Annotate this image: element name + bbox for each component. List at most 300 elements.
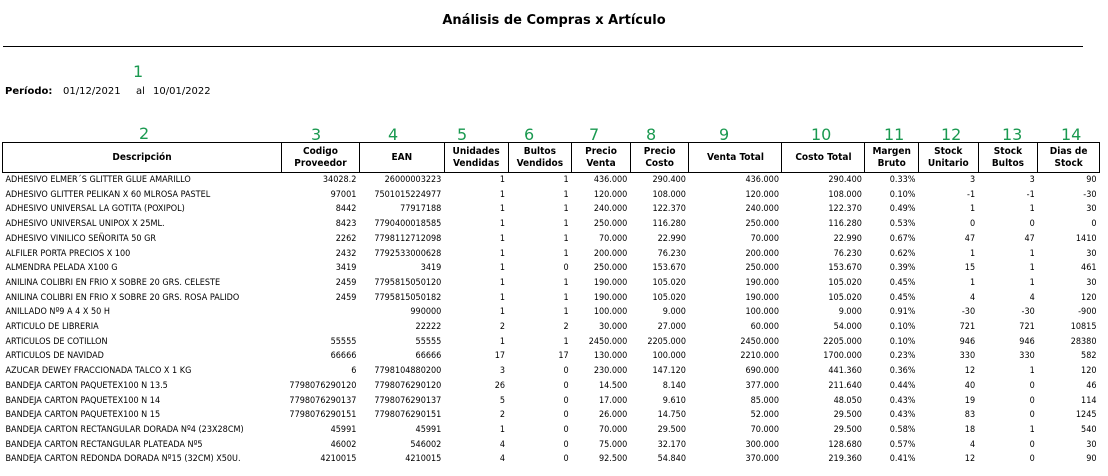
cell-codigo-proveedor: 34028.2 <box>322 175 357 185</box>
cell-stock-bultos: 4 <box>1029 292 1035 303</box>
cell-codigo-proveedor: 46002 <box>330 439 357 450</box>
col-header-precio-venta: Precio Venta <box>572 143 631 173</box>
table-row <box>3 423 1100 438</box>
cell-costo-total: 441.360 <box>828 366 862 377</box>
col-header-margen-bruto: Margen Bruto <box>865 143 919 173</box>
cell-venta-total: 436.000 <box>745 175 779 185</box>
cell-margen-bruto: 0.44% <box>889 380 916 391</box>
cell-unidades-vendidas: 2 <box>499 322 505 333</box>
cell-venta-total: 2450.000 <box>740 336 779 347</box>
cell-ean: 7795815050182 <box>374 292 442 303</box>
cell-dias-de-stock: 461 <box>1081 263 1097 274</box>
cell-precio-venta: 250.000 <box>593 263 628 274</box>
cell-precio-venta: 200.000 <box>593 248 628 259</box>
cell-costo-total: 290.400 <box>828 175 862 185</box>
cell-stock-unitario: 1 <box>969 277 976 288</box>
cell-bultos-vendidos: 1 <box>563 292 569 303</box>
period-from: 01/12/2021 <box>63 86 121 97</box>
cell-precio-venta: 26.000 <box>599 410 628 421</box>
cell-ean: 45991 <box>415 424 442 435</box>
cell-precio-costo: 153.670 <box>652 263 686 274</box>
cell-costo-total: 105.020 <box>828 277 862 288</box>
col-header-costo-total: Costo Total <box>782 143 865 173</box>
marker-10: 10 <box>811 125 832 144</box>
cell-ean: 7795815050120 <box>374 277 442 288</box>
cell-ean: 77917188 <box>400 204 442 215</box>
cell-precio-costo: 22.990 <box>657 233 686 244</box>
cell-codigo-proveedor: 7798076290151 <box>289 410 357 421</box>
period-label: Período: <box>5 86 53 97</box>
cell-precio-costo: 14.750 <box>657 410 686 421</box>
cell-stock-bultos: 330 <box>1019 351 1035 362</box>
cell-ean: 990000 <box>410 307 442 318</box>
cell-dias-de-stock: -30 <box>1083 189 1097 200</box>
cell-margen-bruto: 0.62% <box>889 248 916 259</box>
cell-stock-bultos: 1 <box>1029 366 1035 377</box>
cell-venta-total: 690.000 <box>745 366 779 377</box>
marker-12: 12 <box>941 125 962 144</box>
cell-precio-venta: 130.000 <box>593 351 628 362</box>
table-row <box>3 291 1100 306</box>
table-row <box>3 305 1100 320</box>
cell-descripcion: BANDEJA CARTON REDONDA DORADA Nº15 (32CM) X50U. <box>5 454 241 465</box>
cell-margen-bruto: 0.43% <box>889 395 916 406</box>
cell-ean: 26000003223 <box>384 175 442 185</box>
cell-precio-costo: 116.280 <box>652 219 686 230</box>
cell-venta-total: 52.000 <box>750 410 779 421</box>
cell-margen-bruto: 0.10% <box>889 336 916 347</box>
cell-costo-total: 9.000 <box>838 307 862 318</box>
cell-dias-de-stock: 30 <box>1086 439 1097 450</box>
col-header-unidades-vendidas: Unidades Vendidas <box>444 143 508 173</box>
cell-stock-bultos: 1 <box>1029 263 1035 274</box>
cell-stock-unitario: 1 <box>969 204 976 215</box>
cell-descripcion: ADHESIVO VINILICO SEÑORITA 50 GR <box>5 233 157 244</box>
cell-costo-total: 219.360 <box>828 454 862 465</box>
cell-descripcion: ARTICULO DE LIBRERIA <box>5 322 99 333</box>
col-header-codigo-proveedor: Codigo Proveedor <box>282 143 360 173</box>
cell-unidades-vendidas: 1 <box>499 248 505 259</box>
cell-margen-bruto: 0.10% <box>889 189 916 200</box>
cell-bultos-vendidos: 17 <box>558 351 569 362</box>
cell-stock-unitario: 0 <box>969 219 976 230</box>
cell-bultos-vendidos: 1 <box>563 233 569 244</box>
period-separator: al <box>136 86 145 97</box>
cell-descripcion: ADHESIVO UNIVERSAL LA GOTITA (POXIPOL) <box>5 204 185 215</box>
cell-ean: 7798076290137 <box>374 395 442 406</box>
cell-descripcion: BANDEJA CARTON PAQUETEX100 N 13.5 <box>5 380 168 391</box>
cell-margen-bruto: 0.33% <box>889 175 916 185</box>
cell-dias-de-stock: 30 <box>1086 204 1097 215</box>
cell-dias-de-stock: 582 <box>1081 351 1097 362</box>
cell-bultos-vendidos: 1 <box>563 336 569 347</box>
cell-ean: 7790400018585 <box>374 219 442 230</box>
cell-stock-bultos: 1 <box>1029 248 1035 259</box>
cell-descripcion: ADHESIVO GLITTER PELIKAN X 60 MLROSA PASTEL <box>5 189 211 200</box>
cell-stock-unitario: 40 <box>964 380 976 391</box>
cell-codigo-proveedor: 66666 <box>330 351 357 362</box>
cell-stock-bultos: 946 <box>1019 336 1035 347</box>
cell-costo-total: 2205.000 <box>823 336 862 347</box>
cell-unidades-vendidas: 4 <box>499 439 505 450</box>
cell-codigo-proveedor: 2459 <box>335 277 357 288</box>
table-row <box>3 217 1100 232</box>
cell-precio-venta: 17.000 <box>599 395 628 406</box>
cell-unidades-vendidas: 1 <box>499 219 505 230</box>
cell-stock-bultos: 0 <box>1029 219 1035 230</box>
cell-descripcion: ADHESIVO UNIVERSAL UNIPOX X 25ML. <box>5 219 165 230</box>
cell-precio-venta: 190.000 <box>593 277 628 288</box>
cell-ean: 22222 <box>415 322 442 333</box>
cell-venta-total: 190.000 <box>745 292 779 303</box>
cell-costo-total: 116.280 <box>828 219 862 230</box>
cell-venta-total: 100.000 <box>745 307 779 318</box>
cell-codigo-proveedor: 8423 <box>335 219 357 230</box>
col-header-venta-total: Venta Total <box>689 143 782 173</box>
marker-11: 11 <box>884 125 905 144</box>
table-row <box>3 452 1100 467</box>
cell-ean: 7798112712098 <box>374 233 442 244</box>
cell-codigo-proveedor: 4210015 <box>320 454 357 465</box>
period-to: 10/01/2022 <box>153 86 211 97</box>
cell-stock-unitario: 4 <box>969 439 976 450</box>
cell-precio-venta: 120.000 <box>593 189 628 200</box>
cell-precio-costo: 105.020 <box>652 277 686 288</box>
table-row <box>3 261 1100 276</box>
marker-2: 2 <box>139 124 150 143</box>
table-row <box>3 188 1100 203</box>
cell-ean: 7792533000628 <box>374 248 442 259</box>
cell-stock-unitario: 12 <box>964 366 976 377</box>
cell-codigo-proveedor <box>282 320 360 335</box>
cell-bultos-vendidos: 0 <box>563 410 569 421</box>
cell-unidades-vendidas: 1 <box>499 204 505 215</box>
cell-codigo-proveedor <box>282 305 360 320</box>
table-row <box>3 320 1100 335</box>
cell-bultos-vendidos: 1 <box>563 189 569 200</box>
cell-precio-venta: 70.000 <box>599 233 628 244</box>
marker-7: 7 <box>589 125 600 144</box>
cell-margen-bruto: 0.23% <box>889 351 916 362</box>
cell-stock-unitario: 4 <box>969 292 976 303</box>
cell-codigo-proveedor: 45991 <box>330 424 357 435</box>
cell-stock-unitario: 18 <box>964 424 976 435</box>
cell-venta-total: 120.000 <box>745 189 779 200</box>
cell-margen-bruto: 0.36% <box>889 366 916 377</box>
cell-dias-de-stock: 1245 <box>1075 410 1097 421</box>
cell-stock-bultos: 1 <box>1029 424 1035 435</box>
marker-1: 1 <box>133 62 144 81</box>
cell-unidades-vendidas: 1 <box>499 307 505 318</box>
cell-bultos-vendidos: 0 <box>563 454 569 465</box>
cell-bultos-vendidos: 0 <box>563 395 569 406</box>
cell-stock-bultos: 0 <box>1029 395 1035 406</box>
cell-precio-venta: 230.000 <box>593 366 628 377</box>
cell-dias-de-stock: 30 <box>1086 248 1097 259</box>
cell-unidades-vendidas: 1 <box>499 175 505 185</box>
cell-precio-costo: 105.020 <box>652 292 686 303</box>
cell-venta-total: 250.000 <box>745 219 779 230</box>
cell-unidades-vendidas: 1 <box>499 336 505 347</box>
col-header-ean: EAN <box>359 143 444 173</box>
cell-dias-de-stock: 28380 <box>1070 336 1097 347</box>
cell-stock-bultos: 3 <box>1029 175 1035 185</box>
cell-venta-total: 200.000 <box>745 248 779 259</box>
purchases-table <box>2 142 1100 467</box>
cell-venta-total: 240.000 <box>745 204 779 215</box>
cell-stock-unitario: 19 <box>964 395 976 406</box>
cell-stock-unitario: 3 <box>969 175 976 185</box>
table-row <box>3 173 1100 188</box>
cell-unidades-vendidas: 5 <box>499 395 505 406</box>
table-row <box>3 335 1100 350</box>
cell-stock-bultos: 0 <box>1029 454 1035 465</box>
cell-margen-bruto: 0.67% <box>889 233 916 244</box>
marker-13: 13 <box>1002 125 1023 144</box>
cell-precio-costo: 108.000 <box>652 189 686 200</box>
cell-margen-bruto: 0.43% <box>889 410 916 421</box>
cell-precio-costo: 9.610 <box>662 395 686 406</box>
cell-stock-unitario: 721 <box>959 322 976 333</box>
cell-codigo-proveedor: 2262 <box>335 233 357 244</box>
cell-margen-bruto: 0.41% <box>889 454 916 465</box>
cell-dias-de-stock: 120 <box>1081 292 1097 303</box>
cell-precio-costo: 122.370 <box>652 204 686 215</box>
cell-codigo-proveedor: 6 <box>351 366 357 377</box>
table-row <box>3 438 1100 453</box>
table-row <box>3 202 1100 217</box>
cell-precio-venta: 30.000 <box>599 322 628 333</box>
cell-precio-venta: 92.500 <box>599 454 628 465</box>
cell-venta-total: 70.000 <box>750 233 779 244</box>
cell-venta-total: 85.000 <box>750 395 779 406</box>
cell-codigo-proveedor: 7798076290120 <box>289 380 357 391</box>
cell-costo-total: 122.370 <box>828 204 862 215</box>
cell-dias-de-stock: -900 <box>1078 307 1097 318</box>
col-header-precio-costo: Precio Costo <box>630 143 689 173</box>
cell-precio-costo: 9.000 <box>662 307 686 318</box>
cell-costo-total: 22.990 <box>833 233 862 244</box>
cell-costo-total: 76.230 <box>833 248 862 259</box>
cell-bultos-vendidos: 2 <box>563 322 569 333</box>
marker-4: 4 <box>388 125 399 144</box>
cell-precio-venta: 436.000 <box>593 175 628 185</box>
cell-descripcion: BANDEJA CARTON PAQUETEX100 N 15 <box>5 410 161 421</box>
cell-stock-bultos: 1 <box>1029 204 1035 215</box>
cell-dias-de-stock: 46 <box>1086 380 1097 391</box>
cell-unidades-vendidas: 3 <box>499 366 505 377</box>
cell-descripcion: ALMENDRA PELADA X100 G <box>5 263 118 274</box>
table-row <box>3 349 1100 364</box>
cell-margen-bruto: 0.10% <box>889 322 916 333</box>
cell-descripcion: AZUCAR DEWEY FRACCIONADA TALCO X 1 KG <box>5 366 192 377</box>
col-header-bultos-vendidos: Bultos Vendidos <box>508 143 572 173</box>
cell-unidades-vendidas: 1 <box>499 263 505 274</box>
cell-stock-bultos: 47 <box>1024 233 1035 244</box>
cell-precio-costo: 290.400 <box>652 175 686 185</box>
cell-venta-total: 190.000 <box>745 277 779 288</box>
cell-margen-bruto: 0.53% <box>889 219 916 230</box>
cell-precio-costo: 2205.000 <box>647 336 686 347</box>
cell-ean: 7798076290120 <box>374 380 442 391</box>
cell-descripcion: ANILINA COLIBRI EN FRIO X SOBRE 20 GRS. CELESTE <box>5 277 221 288</box>
cell-precio-venta: 14.500 <box>599 380 628 391</box>
cell-descripcion: ALFILER PORTA PRECIOS X 100 <box>5 248 131 259</box>
cell-precio-venta: 75.000 <box>599 439 628 450</box>
cell-codigo-proveedor: 3419 <box>335 263 357 274</box>
cell-dias-de-stock: 90 <box>1086 454 1097 465</box>
cell-codigo-proveedor: 2459 <box>335 292 357 303</box>
cell-costo-total: 48.050 <box>833 395 862 406</box>
cell-stock-unitario: 330 <box>959 351 976 362</box>
cell-costo-total: 153.670 <box>828 263 862 274</box>
marker-3: 3 <box>311 125 322 144</box>
cell-dias-de-stock: 120 <box>1081 366 1097 377</box>
cell-dias-de-stock: 30 <box>1086 277 1097 288</box>
marker-8: 8 <box>646 125 657 144</box>
table-row <box>3 232 1100 247</box>
cell-bultos-vendidos: 1 <box>563 204 569 215</box>
cell-bultos-vendidos: 1 <box>563 219 569 230</box>
cell-descripcion: ARTICULOS DE NAVIDAD <box>5 351 104 362</box>
cell-costo-total: 1700.000 <box>823 351 862 362</box>
cell-stock-unitario: 946 <box>959 336 976 347</box>
cell-precio-venta: 70.000 <box>599 424 628 435</box>
cell-dias-de-stock: 90 <box>1086 175 1097 185</box>
cell-ean: 7501015224977 <box>374 189 442 200</box>
cell-margen-bruto: 0.49% <box>889 204 916 215</box>
cell-stock-bultos: 0 <box>1029 439 1035 450</box>
col-header-stock-bultos: Stock Bultos <box>978 143 1038 173</box>
cell-costo-total: 108.000 <box>828 189 862 200</box>
cell-precio-venta: 250.000 <box>593 219 628 230</box>
table-body <box>3 173 1100 468</box>
cell-precio-costo: 147.120 <box>652 366 686 377</box>
cell-stock-unitario: 47 <box>964 233 976 244</box>
cell-dias-de-stock: 114 <box>1081 395 1097 406</box>
cell-unidades-vendidas: 26 <box>494 380 505 391</box>
cell-precio-venta: 190.000 <box>593 292 628 303</box>
cell-venta-total: 250.000 <box>745 263 779 274</box>
cell-precio-costo: 8.140 <box>662 380 686 391</box>
cell-descripcion: ANILINA COLIBRI EN FRIO X SOBRE 20 GRS. ROSA PALIDO <box>5 292 240 303</box>
cell-ean: 4210015 <box>405 454 442 465</box>
cell-stock-unitario: 83 <box>964 410 976 421</box>
table-row <box>3 247 1100 262</box>
cell-stock-unitario: 15 <box>964 263 976 274</box>
cell-ean: 66666 <box>415 351 442 362</box>
col-header-stock-unitario: Stock Unitario <box>918 143 978 173</box>
cell-codigo-proveedor: 55555 <box>330 336 357 347</box>
cell-stock-bultos: 1 <box>1029 277 1035 288</box>
cell-ean: 55555 <box>415 336 442 347</box>
cell-bultos-vendidos: 1 <box>563 277 569 288</box>
cell-dias-de-stock: 540 <box>1081 424 1097 435</box>
cell-precio-costo: 29.500 <box>657 424 686 435</box>
cell-precio-venta: 2450.000 <box>588 336 628 347</box>
cell-bultos-vendidos: 1 <box>563 248 569 259</box>
cell-unidades-vendidas: 17 <box>494 351 505 362</box>
cell-costo-total: 128.680 <box>828 439 862 450</box>
cell-costo-total: 105.020 <box>828 292 862 303</box>
cell-descripcion: BANDEJA CARTON PAQUETEX100 N 14 <box>5 395 161 406</box>
cell-margen-bruto: 0.58% <box>889 424 916 435</box>
cell-codigo-proveedor: 97001 <box>330 189 357 200</box>
cell-codigo-proveedor: 7798076290137 <box>289 395 357 406</box>
cell-precio-venta: 100.000 <box>593 307 628 318</box>
table-row <box>3 364 1100 379</box>
cell-precio-venta: 240.000 <box>593 204 628 215</box>
cell-margen-bruto: 0.45% <box>889 292 916 303</box>
table-header-row <box>3 143 1100 173</box>
cell-costo-total: 211.640 <box>828 380 862 391</box>
cell-codigo-proveedor: 8442 <box>335 204 357 215</box>
cell-margen-bruto: 0.45% <box>889 277 916 288</box>
cell-descripcion: ANILLADO Nº9 A 4 X 50 H <box>5 307 110 318</box>
cell-stock-bultos: -30 <box>1021 307 1035 318</box>
cell-unidades-vendidas: 2 <box>499 410 505 421</box>
cell-stock-unitario: -30 <box>961 307 976 318</box>
cell-ean: 546002 <box>410 439 442 450</box>
cell-bultos-vendidos: 0 <box>563 424 569 435</box>
cell-stock-bultos: -1 <box>1026 189 1035 200</box>
cell-venta-total: 2210.000 <box>740 351 779 362</box>
cell-bultos-vendidos: 0 <box>563 366 569 377</box>
cell-margen-bruto: 0.39% <box>889 263 916 274</box>
cell-stock-bultos: 0 <box>1029 410 1035 421</box>
cell-bultos-vendidos: 1 <box>563 307 569 318</box>
table-row <box>3 394 1100 409</box>
cell-stock-bultos: 721 <box>1019 322 1035 333</box>
cell-precio-costo: 100.000 <box>652 351 686 362</box>
cell-dias-de-stock: 0 <box>1091 219 1097 230</box>
cell-unidades-vendidas: 1 <box>499 424 505 435</box>
table-row <box>3 276 1100 291</box>
cell-bultos-vendidos: 0 <box>563 439 569 450</box>
cell-margen-bruto: 0.57% <box>889 439 916 450</box>
cell-dias-de-stock: 1410 <box>1075 233 1097 244</box>
title-divider <box>3 46 1083 47</box>
cell-bultos-vendidos: 0 <box>563 380 569 391</box>
cell-bultos-vendidos: 0 <box>563 263 569 274</box>
cell-venta-total: 377.000 <box>745 380 779 391</box>
cell-stock-unitario: -1 <box>967 189 976 200</box>
cell-ean: 7798104880200 <box>374 366 442 377</box>
report-title: Análisis de Compras x Artículo <box>442 13 666 28</box>
cell-dias-de-stock: 10815 <box>1070 322 1097 333</box>
marker-6: 6 <box>524 125 535 144</box>
cell-stock-unitario: 12 <box>964 454 976 465</box>
cell-costo-total: 29.500 <box>833 410 862 421</box>
cell-stock-bultos: 0 <box>1029 380 1035 391</box>
cell-venta-total: 300.000 <box>745 439 779 450</box>
cell-unidades-vendidas: 1 <box>499 233 505 244</box>
marker-5: 5 <box>457 125 468 144</box>
cell-ean: 3419 <box>420 263 442 274</box>
cell-costo-total: 29.500 <box>833 424 862 435</box>
cell-descripcion: ADHESIVO ELMER´S GLITTER GLUE AMARILLO <box>5 175 191 185</box>
cell-margen-bruto: 0.91% <box>889 307 916 318</box>
cell-venta-total: 70.000 <box>750 424 779 435</box>
table-row <box>3 379 1100 394</box>
cell-descripcion: BANDEJA CARTON RECTANGULAR PLATEADA Nº5 <box>5 439 203 450</box>
cell-precio-costo: 54.840 <box>657 454 686 465</box>
cell-descripcion: ARTICULOS DE COTILLON <box>5 336 108 347</box>
table-row <box>3 408 1100 423</box>
cell-unidades-vendidas: 1 <box>499 189 505 200</box>
cell-codigo-proveedor: 2432 <box>335 248 357 259</box>
cell-precio-costo: 32.170 <box>657 439 686 450</box>
